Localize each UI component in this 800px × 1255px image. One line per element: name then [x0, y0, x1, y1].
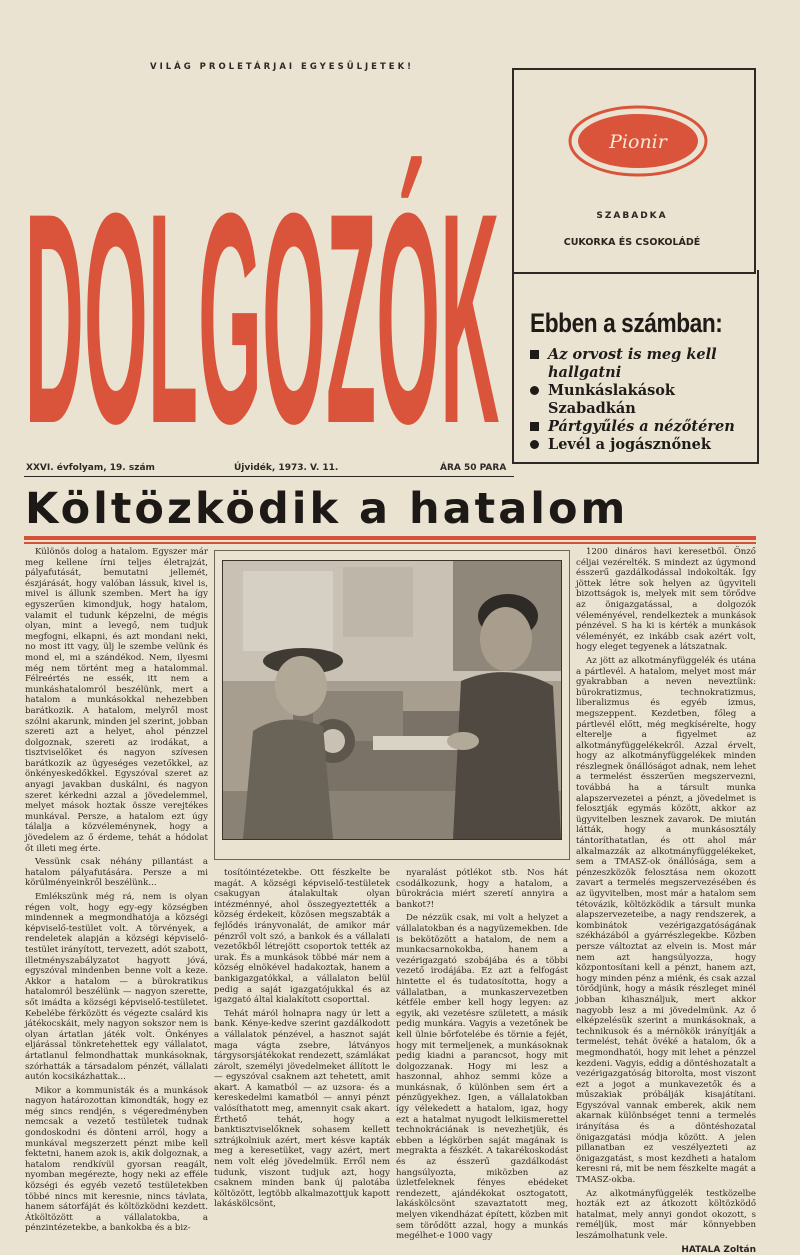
contents-title: Ebben a számban:: [530, 308, 723, 338]
contents-item-text: Munkáslakások Szabadkán: [548, 382, 675, 417]
contents-item: [530, 346, 750, 382]
square-bullet-icon: [530, 422, 539, 431]
article-paragraph: Mikor a kommunisták és a munkások nagyon határozottan kimondták, hogy ez még sincs rendjén, s végeredményben nemcsak a vezető testületek tudnak gondoskodni és dönteni arról, hogy a munkával megszerzett pénzt mibe kell fektetni, hanem azok is, akik dolgoznak, a hatalom rendkívül gyorsan reagált, nyomban megérezte, hogy neki az efféle községi és egyéb vezető testületekben többé nincs mit keresnie, nincs távlata, hanem sátorfáját és költözködni kezdett. Átköltözött a vállalatokba, a pénzintézetekbe, a bankokba és a biz-: [25, 1085, 208, 1234]
issue-volume: XXVI. évfolyam, 19. szám: [26, 463, 155, 473]
issue-place-date: Újvidék, 1973. V. 11.: [234, 463, 339, 473]
ad-subtitle: CUKORKA ÉS CSOKOLÁDÉ: [563, 237, 701, 248]
article-column-3: [396, 868, 568, 1242]
article-paragraph: 1200 dináros havi keresetből. Önző céljai vezérelték. S mindezt az úgymond ésszerű gazdálkodással indokolták. Így jöttek létre sok helyen az ügyviteli bizottságok is, melyek mit sem törődve az önigazgatással, a dolgozók véleményével, rendelkeztek a munkások pénzével. S ha ki is kérték a munkások véleményét, ez inkább csak azért volt, hogy eleget tegyenek a látszatnak.: [576, 547, 756, 653]
pionir-logo: [568, 105, 708, 177]
contents-item-text: Pártgyűlés a nézőtéren: [548, 418, 735, 435]
square-bullet-icon: [530, 350, 539, 359]
dot-bullet-icon: [530, 440, 539, 449]
article-paragraph: Vessünk csak néhány pillantást a hatalom pályafutására. Persze a mi körülményeinkről beszélünk...: [25, 857, 208, 889]
headline-rule-thin: [24, 542, 756, 544]
ad-city: SZABADKA: [596, 211, 668, 221]
contents-item: [530, 418, 750, 436]
masthead-title: DOLGOZÓK: [24, 150, 500, 486]
article-paragraph: De nézzük csak, mi volt a helyzet a vállalatokban és a nagyüzemekben. Ide is bekötözött a hatalom, de nem a munkacsarnokokba, hanem a vezérigazgató szobájába és a többi vezető irodájába. Ez azt a felfogást hintette el és tudatosította, hogy a vállalatban, a munkaszervezetben kétféle ember kell hogy legyen: az egyik, aki vezetésre született, a másik pedig munkára. Vagyis a vezetőnek be kell ülnie bőrfotelébe és törnie a fejét, hogy mit termeljenek, a munkásoknak pedig kiadni a parancsot, hogy mit dolgozzanak. Hogy mi lesz a haszonnal, ahhoz semmi köze a munkásnak, ő különben sem ért a pénzügyekhez. Igen, a vállalatokban így vélekedett a hatalom, igaz, hogy ezt a hatalmat nyugodt lelkiismerettel technokráciának is nevezhetjük, és ebben a légkörben saját magának is megrakta a fészkét. A takarékoskodást és az ésszerű gazdálkodást hangsúlyozta, miközben az üzletfeleknek fényes ebédeket rendezett, ajándékokat osztogatott, lakáskölcsönt szavaztatott meg, melyen vikendházat épített, közben mit sem törődött azzal, hogy a munkás megélhet-e 1000 vagy: [396, 913, 568, 1242]
article-paragraph: Tehát máról holnapra nagy úr lett a bank. Kénye-kedve szerint gazdálkodott a vállalatok pénzével, a hasznot saját maga vágta zsebre, látványos tárgysorsjátékokat rendezett, számlákat zárolt, személyi jövedelmeket állított le — egyszóval csaknem azt tehetett, amit akart. A kamatból — az uzsora- és a kereskedelmi kamatból — annyi pénzt valósíthatott meg, amennyit csak akart. Érthető tehát, hogy a banktisztviselőknek sohasem kellett sztrájkolniuk azért, mert késve kapták meg a keresetüket, vagy azért, mert nem volt elég jövedelmük. Erről nem tudunk, viszont tudjuk azt, hogy csaknem minden bank új palotába költözött, legtöbb alkalmazottjuk kapott lakáskölcsönt,: [214, 1008, 390, 1210]
article-paragraph: tosítóintézetekbe. Ott fészkelte be magát. A községi képviselő-testületek csakugyan átalakultak olyan intézménnyé, ahol összegyeztették a község érdekeit, közösen megszabták a fejlődés irányvonalát, de amikor már pénzről volt szó, a bankok és a vállalati vezetőkből létrejött csoportok tették az urak. És a munkások többé már nem a község elnökével hadakoztak, hanem a bankigazgatókkal, a vállalaton belül pedig a saját igazgatójukkal és az igazgató által kialakított csoporttal.: [214, 868, 390, 1006]
contents-item-text: Az orvost is meg kell hallgatni: [548, 346, 717, 381]
article-paragraph: Az jött az alkotmányfüggelék és utána a pártlevél. A hatalom, melyet most már gyakrabban a neven neveztünk: bürokratizmus, technokratizmus, liberalizmus és egyéb izmus, megszeppent. Kezdetben, főleg a pártlevél előtt, még megkísérelte, hogy elterelje a figyelmet az alkotmányfüggelékekről. Azzal érvelt, hogy az alkotmányfüggelékek minden részlegnek önállóságot adnak, nem lehet a termelést ésszerűen megszervezni, továbbá ha a társult munka alapszervezetei a pénzt, a jövedelmet is felosztják egymás között, akkor az ügyvitelben lesznek zavarok. De miután látták, hogy a munkásosztály tántoríthatatlan, és ott ahol már alkalmazzák az alkotmányfüggelékeket, sem a TMASZ-ok önállósága, sem a pénzeszközök felosztása nem okozott zavart a termelés megszervezésében és az ügyvitelben, most már a hatalom sem tétovázik, költözködik a társult munka alapszervezeteibe, a nagy rendszerek, a kombinátok vezérigazgatóságának székházából a gyárrészlegekbe. Közben persze változtat az elvein is. Most már nem azt hangsúlyozza, hogy központosítani kell a pénzt, hanem azt, hogy minden pénz a miénk, és csak azzal törődjünk, hogy a másik részleget minél jobban kihasználjuk, mert akkor nagyobb lesz a mi jövedelmünk. Az ő elképzelésük szerint a munkásoknak, a technikusok és a mérnökök irányítják a termelést, tehát övéké a hatalom, ők a megmondhatói, hogy mit lehet a pénzzel kezdeni. Vagyis, eddig a döntéshozatalt a vezérigazgatóság bitorolta, most viszont ezt a jogot a munkavezetők és a műszakiak próbálják kisajátítani. Egyszóval vannak emberek, akik nem akarnak különbséget tenni a termelés irányítása és a döntéshozatal önigazgatási módja között. A jelen pillanatban ez veszélyezteti az önigazgatást, s most kezdheti a hatalom keresni rá, mit be nem fészkelte magát a TMASZ-okba.: [576, 655, 756, 1186]
masthead-rule: [24, 476, 514, 477]
headline-rule: [24, 536, 756, 540]
contents-item-text: Levél a jogásznőnek: [548, 436, 711, 453]
article-photo: [222, 560, 562, 840]
masthead-motto: VILÁG PROLETÁRJAI EGYESÜLJETEK!: [150, 62, 415, 72]
article-paragraph: nyaralást pótlékot stb. Nos hát csodálkozunk, hogy a hatalom, a bürokrácia miért szeretí annyira a bankot?!: [396, 868, 568, 910]
article-headline: Költözködik a hatalom: [25, 484, 629, 534]
contents-item: [530, 382, 750, 418]
contents-item: [530, 436, 750, 454]
issue-price: ÁRA 50 PARA: [440, 463, 507, 473]
article-column-4: [576, 547, 756, 1255]
article-column-2: [214, 868, 390, 1215]
article-author: HATALA Zoltán: [681, 1244, 756, 1255]
dot-bullet-icon: [530, 386, 539, 395]
article-paragraph: Az alkotmányfüggelék testközelbe hozták ezt az átkozott költözködő hatalmat, mely annyi gondot okozott, s reméljük, most már könnyebben leszámolhatunk vele.: [576, 1188, 756, 1241]
article-column-1: [25, 547, 209, 1234]
article-paragraph: Emlékszünk még rá, nem is olyan régen volt, hogy egy-egy községben mindennek a megmondhatója a községi képviselő-testület volt. A törvények, a rendeletek alapján a községi képviselő-testület irányított, tervezett, adót szabott, illetményszabályzatot hagyott jóvá, egyszóval mindenben benne volt a keze. Akkor a hatalom — a bürokratikus hatalomról beszélünk — nagyon szerette, sőt imádta a községi képviselő-testületet. Kebelébe férközött és végezte csalárd kis játékocskáit, mely nagyon sokszor nem is olyan ártatlan játék volt. Önkényes eljárással tönkretehettek egy vállalatot, ártatlanul felmondhattak munkásoknak, szórhatták a társadalom pénzét, vállalati autón kocsikázhattak...: [25, 892, 209, 1083]
article-paragraph: Különös dolog a hatalom. Egyszer már meg kellene írni teljes életrajzát, pályafutását, bemutatni jellemét, észjárását, hogy valóban lássuk, kivel is, mivel is állunk szemben. Mert ha így egyszerűen kimondjuk, hogy hatalom, valamit el tudunk képzelni, de mégis olyan, mint a levegő, nem tudjuk megfogni, elkapni, és azt mondani neki, no most itt vagy, ülj le szembe velünk és mond el, mi a szándékod. Nem, ilyesmi még nem történt meg a hatalommal. Félreértés ne essék, itt nem a munkáshatalomról beszélünk, mert a hatalom a munkásokkal nehezebben barátkozik. A hatalom, melyről most szólni akarunk, minden jel szerint, jobban szereti azt a helyet, ahol pénzzel dolgoznak, szereti az irodákat, a tisztviselőket és nagyon szívesen barátkozik az ügyeséges vezetőkkel, az önkényeskedőkkel. Egyszóval szeret az anyagi javakban duskálni, és nagyon szeret kérkedni azzal a jövedelemmel, melyet mások hoztak össze verejtékes munkával. Persze, a hatalom ezt úgy tálalja a közvéleménynek, hogy a jövedelem az ő érdeme, tehát a hódolat őt illeti meg érte.: [25, 547, 208, 854]
ad-brand: Pionir: [609, 131, 667, 153]
